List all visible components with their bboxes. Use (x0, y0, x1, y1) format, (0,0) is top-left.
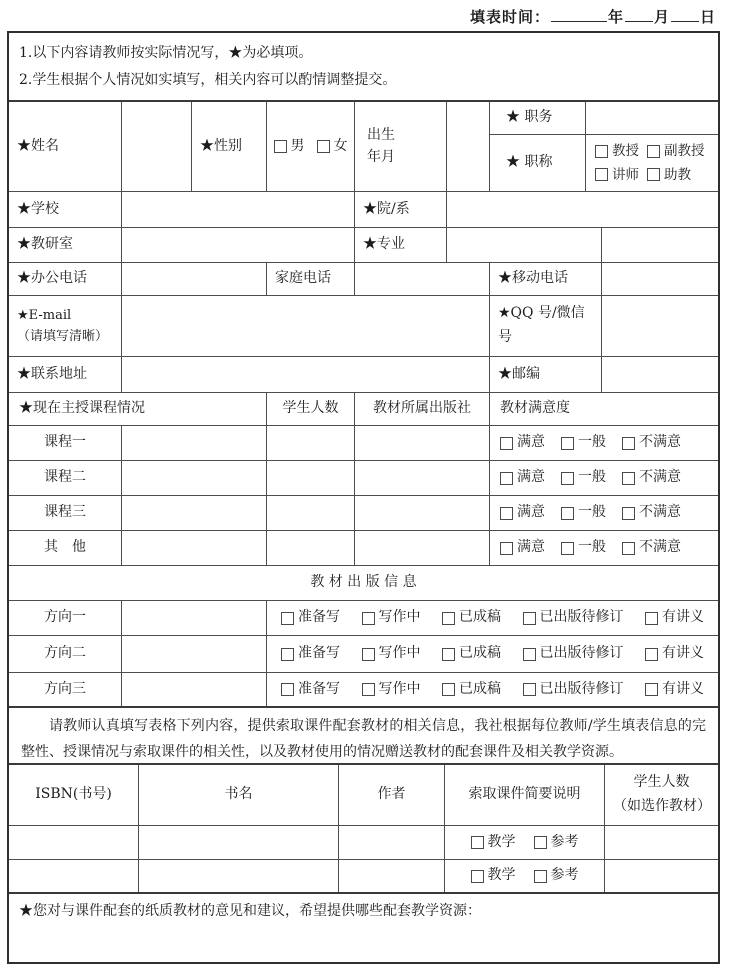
checkbox-icon (561, 507, 574, 520)
checkbox-icon (534, 870, 547, 883)
note-line-1: 1.以下内容请教师按实际情况写，★为必填项。 (19, 44, 313, 61)
direction-1-input-cell[interactable] (122, 601, 267, 635)
checkbox-label: 满意 (517, 469, 545, 486)
qq-label: ★QQ 号/微信号 (490, 296, 602, 356)
checkbox-icon (500, 472, 513, 485)
checkbox-label: 一般 (578, 469, 606, 486)
name-label: ★姓名 (9, 102, 122, 191)
office-phone-label: ★办公电话 (9, 263, 122, 295)
checkbox-option-3[interactable] (622, 502, 681, 524)
birth-input-cell[interactable] (447, 102, 490, 191)
checkbox-option-2[interactable] (561, 432, 606, 454)
fill-time-day-blank[interactable] (671, 7, 699, 22)
checkbox-label: 写作中 (378, 609, 421, 626)
checkbox-option-1[interactable] (500, 537, 545, 559)
checkbox-label: 有讲义 (662, 680, 704, 697)
checkbox-option-3[interactable] (622, 467, 681, 489)
faculty-label: ★院/系 (355, 192, 447, 227)
course-1-publisher-input-cell[interactable] (355, 426, 490, 460)
checkbox-icon (622, 507, 635, 520)
direction-1-label: 方向一 (9, 601, 122, 635)
day-label: 日 (699, 8, 716, 26)
checkbox-option-4[interactable] (523, 679, 624, 701)
checkbox-icon (595, 145, 608, 158)
checkbox-icon (500, 542, 513, 555)
checkbox-option-3[interactable] (622, 537, 681, 559)
feedback-label: ★您对与课件配套的纸质教材的意见和建议，希望提供哪些配套教学资源： (19, 903, 481, 919)
checkbox-icon (362, 648, 375, 661)
checkbox-label: 参考 (550, 867, 579, 884)
checkbox-label: 已成稿 (459, 645, 501, 662)
checkbox-option-2[interactable] (561, 502, 606, 524)
checkbox-option-3[interactable] (622, 432, 681, 454)
checkbox-label: 满意 (517, 434, 545, 451)
checkbox-option-1[interactable] (595, 165, 639, 186)
office-phone-input-cell[interactable] (122, 263, 267, 295)
zip-label: ★邮编 (490, 357, 602, 392)
book-1-name-input-cell[interactable] (139, 826, 339, 859)
checkbox-icon (645, 683, 658, 696)
school-label: ★学校 (9, 192, 122, 227)
gender-label: ★性别 (192, 102, 267, 191)
checkbox-option-2[interactable] (534, 865, 579, 887)
major-label: ★专业 (355, 228, 447, 262)
checkbox-label: 不满意 (639, 434, 681, 451)
mobile-phone-label: ★移动电话 (490, 263, 602, 295)
fill-time-year-blank[interactable] (551, 7, 607, 22)
zip-input-cell[interactable] (602, 357, 718, 392)
checkbox-label: 助教 (664, 166, 691, 183)
checkbox-option-2[interactable] (647, 165, 691, 186)
checkbox-label: 写作中 (378, 645, 421, 662)
checkbox-option-2[interactable] (647, 141, 705, 162)
checkbox-label: 满意 (517, 539, 545, 556)
checkbox-label: 已出版待修订 (539, 645, 624, 662)
checkbox-option-1[interactable] (500, 467, 545, 489)
checkbox-icon (645, 612, 658, 625)
students-count-header: 学生人数 （如选作教材） (613, 774, 711, 814)
checkbox-option-1[interactable] (500, 432, 545, 454)
email-label: ★E-mail （请填写清晰） (9, 296, 122, 356)
checkbox-label: 副教授 (664, 142, 705, 159)
course-row-2 (9, 461, 718, 496)
checkbox-icon (442, 683, 455, 696)
title-options-line2 (595, 165, 691, 186)
checkbox-option-4[interactable] (523, 607, 624, 629)
checkbox-option-5[interactable] (645, 679, 704, 701)
checkbox-option-5[interactable] (645, 643, 704, 665)
checkbox-label: 满意 (517, 504, 545, 521)
checkbox-option-1[interactable] (281, 607, 340, 629)
qq-input-cell[interactable] (602, 296, 718, 356)
course-other-label: 其 他 (9, 531, 122, 565)
course-3-publisher-input-cell[interactable] (355, 496, 490, 530)
mobile-phone-input-cell[interactable] (602, 263, 718, 295)
checkbox-label: 男 (290, 137, 305, 154)
course-3-label: 课程三 (9, 496, 122, 530)
checkbox-icon (281, 612, 294, 625)
checkbox-icon (561, 437, 574, 450)
checkbox-label: 讲师 (612, 166, 639, 183)
course-3-name-input-cell[interactable] (122, 496, 267, 530)
book-2-students-input-cell[interactable] (605, 860, 718, 892)
direction-row-2 (9, 636, 718, 673)
direction-row-1 (9, 601, 718, 636)
book-2-isbn-input-cell[interactable] (9, 860, 139, 892)
checkbox-label: 参考 (550, 833, 579, 850)
checkbox-icon (647, 145, 660, 158)
checkbox-label: 不满意 (639, 539, 681, 556)
gender-options-cell (267, 102, 355, 191)
direction-1-options (267, 601, 718, 635)
course-section-header: ★现在主授课程情况 (9, 393, 267, 425)
checkbox-option-3[interactable] (442, 643, 501, 665)
name-input-cell[interactable] (122, 102, 192, 191)
checkbox-icon (561, 472, 574, 485)
checkbox-icon (281, 648, 294, 661)
teach-office-input-cell[interactable] (122, 228, 355, 262)
address-input-cell[interactable] (122, 357, 490, 392)
course-other-satisfaction-options (490, 531, 718, 565)
direction-3-label: 方向三 (9, 673, 122, 706)
course-1-satisfaction-options (490, 426, 718, 460)
checkbox-icon (274, 140, 287, 153)
direction-2-label: 方向二 (9, 636, 122, 672)
checkbox-icon (523, 648, 536, 661)
checkbox-option-1[interactable] (274, 136, 305, 158)
direction-3-options (267, 673, 718, 706)
checkbox-icon (523, 612, 536, 625)
fill-time-month-blank[interactable] (625, 7, 653, 22)
checkbox-label: 有讲义 (662, 645, 704, 662)
checkbox-label: 教学 (487, 833, 516, 850)
checkbox-option-1[interactable] (471, 832, 516, 854)
title-label: ★ 职称 (490, 135, 586, 191)
checkbox-option-1[interactable] (281, 643, 340, 665)
students-header: 学生人数 (267, 393, 355, 425)
checkbox-option-3[interactable] (442, 607, 501, 629)
checkbox-label: 教授 (612, 142, 639, 159)
book-1-isbn-input-cell[interactable] (9, 826, 139, 859)
checkbox-label: 已出版待修订 (539, 609, 624, 626)
checkbox-option-4[interactable] (523, 643, 624, 665)
checkbox-icon (561, 542, 574, 555)
year-label: 年 (607, 8, 624, 26)
checkbox-icon (500, 437, 513, 450)
fill-time-label: 填表时间： (469, 8, 550, 26)
checkbox-icon (622, 437, 635, 450)
feedback-cell[interactable] (9, 894, 718, 962)
note-line-2: 2.学生根据个人情况如实填写，相关内容可以酌情调整提交。 (19, 71, 397, 88)
fill-time-line (470, 6, 716, 27)
book-1-author-input-cell[interactable] (339, 826, 445, 859)
checkbox-label: 女 (333, 137, 348, 154)
course-other-publisher-input-cell[interactable] (355, 531, 490, 565)
course-3-satisfaction-options (490, 496, 718, 530)
checkbox-option-1[interactable] (500, 502, 545, 524)
checkbox-label: 有讲义 (662, 609, 704, 626)
book-2-author-input-cell[interactable] (339, 860, 445, 892)
book-row-1 (9, 826, 718, 860)
checkbox-label: 准备写 (298, 680, 340, 697)
title-options-cell (586, 135, 718, 191)
bookname-header: 书名 (139, 765, 339, 825)
checkbox-label: 已成稿 (459, 609, 501, 626)
course-2-label: 课程二 (9, 461, 122, 495)
checkbox-label: 准备写 (298, 645, 340, 662)
checkbox-label: 写作中 (378, 680, 421, 697)
form-table (7, 31, 720, 964)
book-2-name-input-cell[interactable] (139, 860, 339, 892)
isbn-header: ISBN(书号) (9, 765, 139, 825)
checkbox-icon (595, 168, 608, 181)
duty-label: ★ 职务 (490, 102, 586, 134)
book-1-students-input-cell[interactable] (605, 826, 718, 859)
month-label: 月 (653, 8, 670, 26)
course-2-publisher-input-cell[interactable] (355, 461, 490, 495)
checkbox-option-2[interactable] (534, 832, 579, 854)
duty-input-cell[interactable] (586, 102, 718, 134)
checkbox-option-2[interactable] (561, 537, 606, 559)
checkbox-option-2[interactable] (317, 136, 348, 158)
checkbox-icon (523, 683, 536, 696)
checkbox-icon (622, 472, 635, 485)
checkbox-icon (500, 507, 513, 520)
checkbox-label: 教学 (487, 867, 516, 884)
duty-title-block (490, 102, 718, 191)
faculty-input-cell[interactable] (447, 192, 718, 227)
satisfaction-header: 教材满意度 (500, 400, 570, 417)
checkbox-icon (362, 683, 375, 696)
direction-row-3 (9, 673, 718, 708)
checkbox-option-3[interactable] (442, 679, 501, 701)
teach-office-label: ★教研室 (9, 228, 122, 262)
checkbox-label: 已出版待修订 (539, 680, 624, 697)
checkbox-label: 已成稿 (459, 680, 501, 697)
instruction-paragraph: 请教师认真填写表格下列内容，提供索取课件配套教材的相关信息，我社根据每位教师/学生填表信息的完整性、授课情况与索取课件的相关性，以及教材使用的情况赠送教材的配套课件及相关教学资源。 (21, 718, 706, 760)
course-1-label: 课程一 (9, 426, 122, 460)
course-2-name-input-cell[interactable] (122, 461, 267, 495)
course-3-students-input-cell[interactable] (267, 496, 355, 530)
major-input-cell[interactable] (447, 228, 602, 262)
author-header: 作者 (339, 765, 445, 825)
book-2-usage-options (445, 860, 605, 892)
checkbox-label: 不满意 (639, 469, 681, 486)
course-1-students-input-cell[interactable] (267, 426, 355, 460)
direction-2-input-cell[interactable] (122, 636, 267, 672)
checkbox-icon (647, 168, 660, 181)
checkbox-icon (471, 836, 484, 849)
course-2-students-input-cell[interactable] (267, 461, 355, 495)
course-row-other (9, 531, 718, 566)
checkbox-icon (362, 612, 375, 625)
book-row-2 (9, 860, 718, 894)
request-header: 索取课件简要说明 (445, 765, 605, 825)
title-options-line1 (595, 141, 705, 162)
publisher-header: 教材所属出版社 (355, 393, 490, 425)
course-row-1 (9, 426, 718, 461)
checkbox-option-2[interactable] (362, 643, 421, 665)
major-extra-cell[interactable] (602, 228, 718, 262)
checkbox-label: 一般 (578, 434, 606, 451)
checkbox-label: 不满意 (639, 504, 681, 521)
school-input-cell[interactable] (122, 192, 355, 227)
checkbox-label: 一般 (578, 539, 606, 556)
checkbox-label: 准备写 (298, 609, 340, 626)
email-input-cell[interactable] (122, 296, 490, 356)
course-other-name-input-cell[interactable] (122, 531, 267, 565)
checkbox-option-2[interactable] (561, 467, 606, 489)
address-label: ★联系地址 (9, 357, 122, 392)
checkbox-option-1[interactable] (595, 141, 639, 162)
checkbox-icon (317, 140, 330, 153)
checkbox-icon (534, 836, 547, 849)
direction-2-options (267, 636, 718, 672)
publish-section-header: 教 材 出 版 信 息 (310, 574, 417, 591)
course-2-satisfaction-options (490, 461, 718, 495)
checkbox-option-2[interactable] (362, 607, 421, 629)
home-phone-label: 家庭电话 (267, 263, 355, 295)
checkbox-label: 一般 (578, 504, 606, 521)
checkbox-option-5[interactable] (645, 607, 704, 629)
course-1-name-input-cell[interactable] (122, 426, 267, 460)
notes-cell (9, 33, 718, 100)
checkbox-icon (442, 648, 455, 661)
checkbox-icon (281, 683, 294, 696)
checkbox-icon (645, 648, 658, 661)
birth-label: 出生 年月 (355, 102, 447, 191)
direction-3-input-cell[interactable] (122, 673, 267, 706)
checkbox-option-1[interactable] (281, 679, 340, 701)
checkbox-icon (471, 870, 484, 883)
checkbox-icon (622, 542, 635, 555)
home-phone-input-cell[interactable] (355, 263, 490, 295)
course-row-3 (9, 496, 718, 531)
book-1-usage-options (445, 826, 605, 859)
checkbox-icon (442, 612, 455, 625)
checkbox-option-2[interactable] (362, 679, 421, 701)
checkbox-option-1[interactable] (471, 865, 516, 887)
course-other-students-input-cell[interactable] (267, 531, 355, 565)
